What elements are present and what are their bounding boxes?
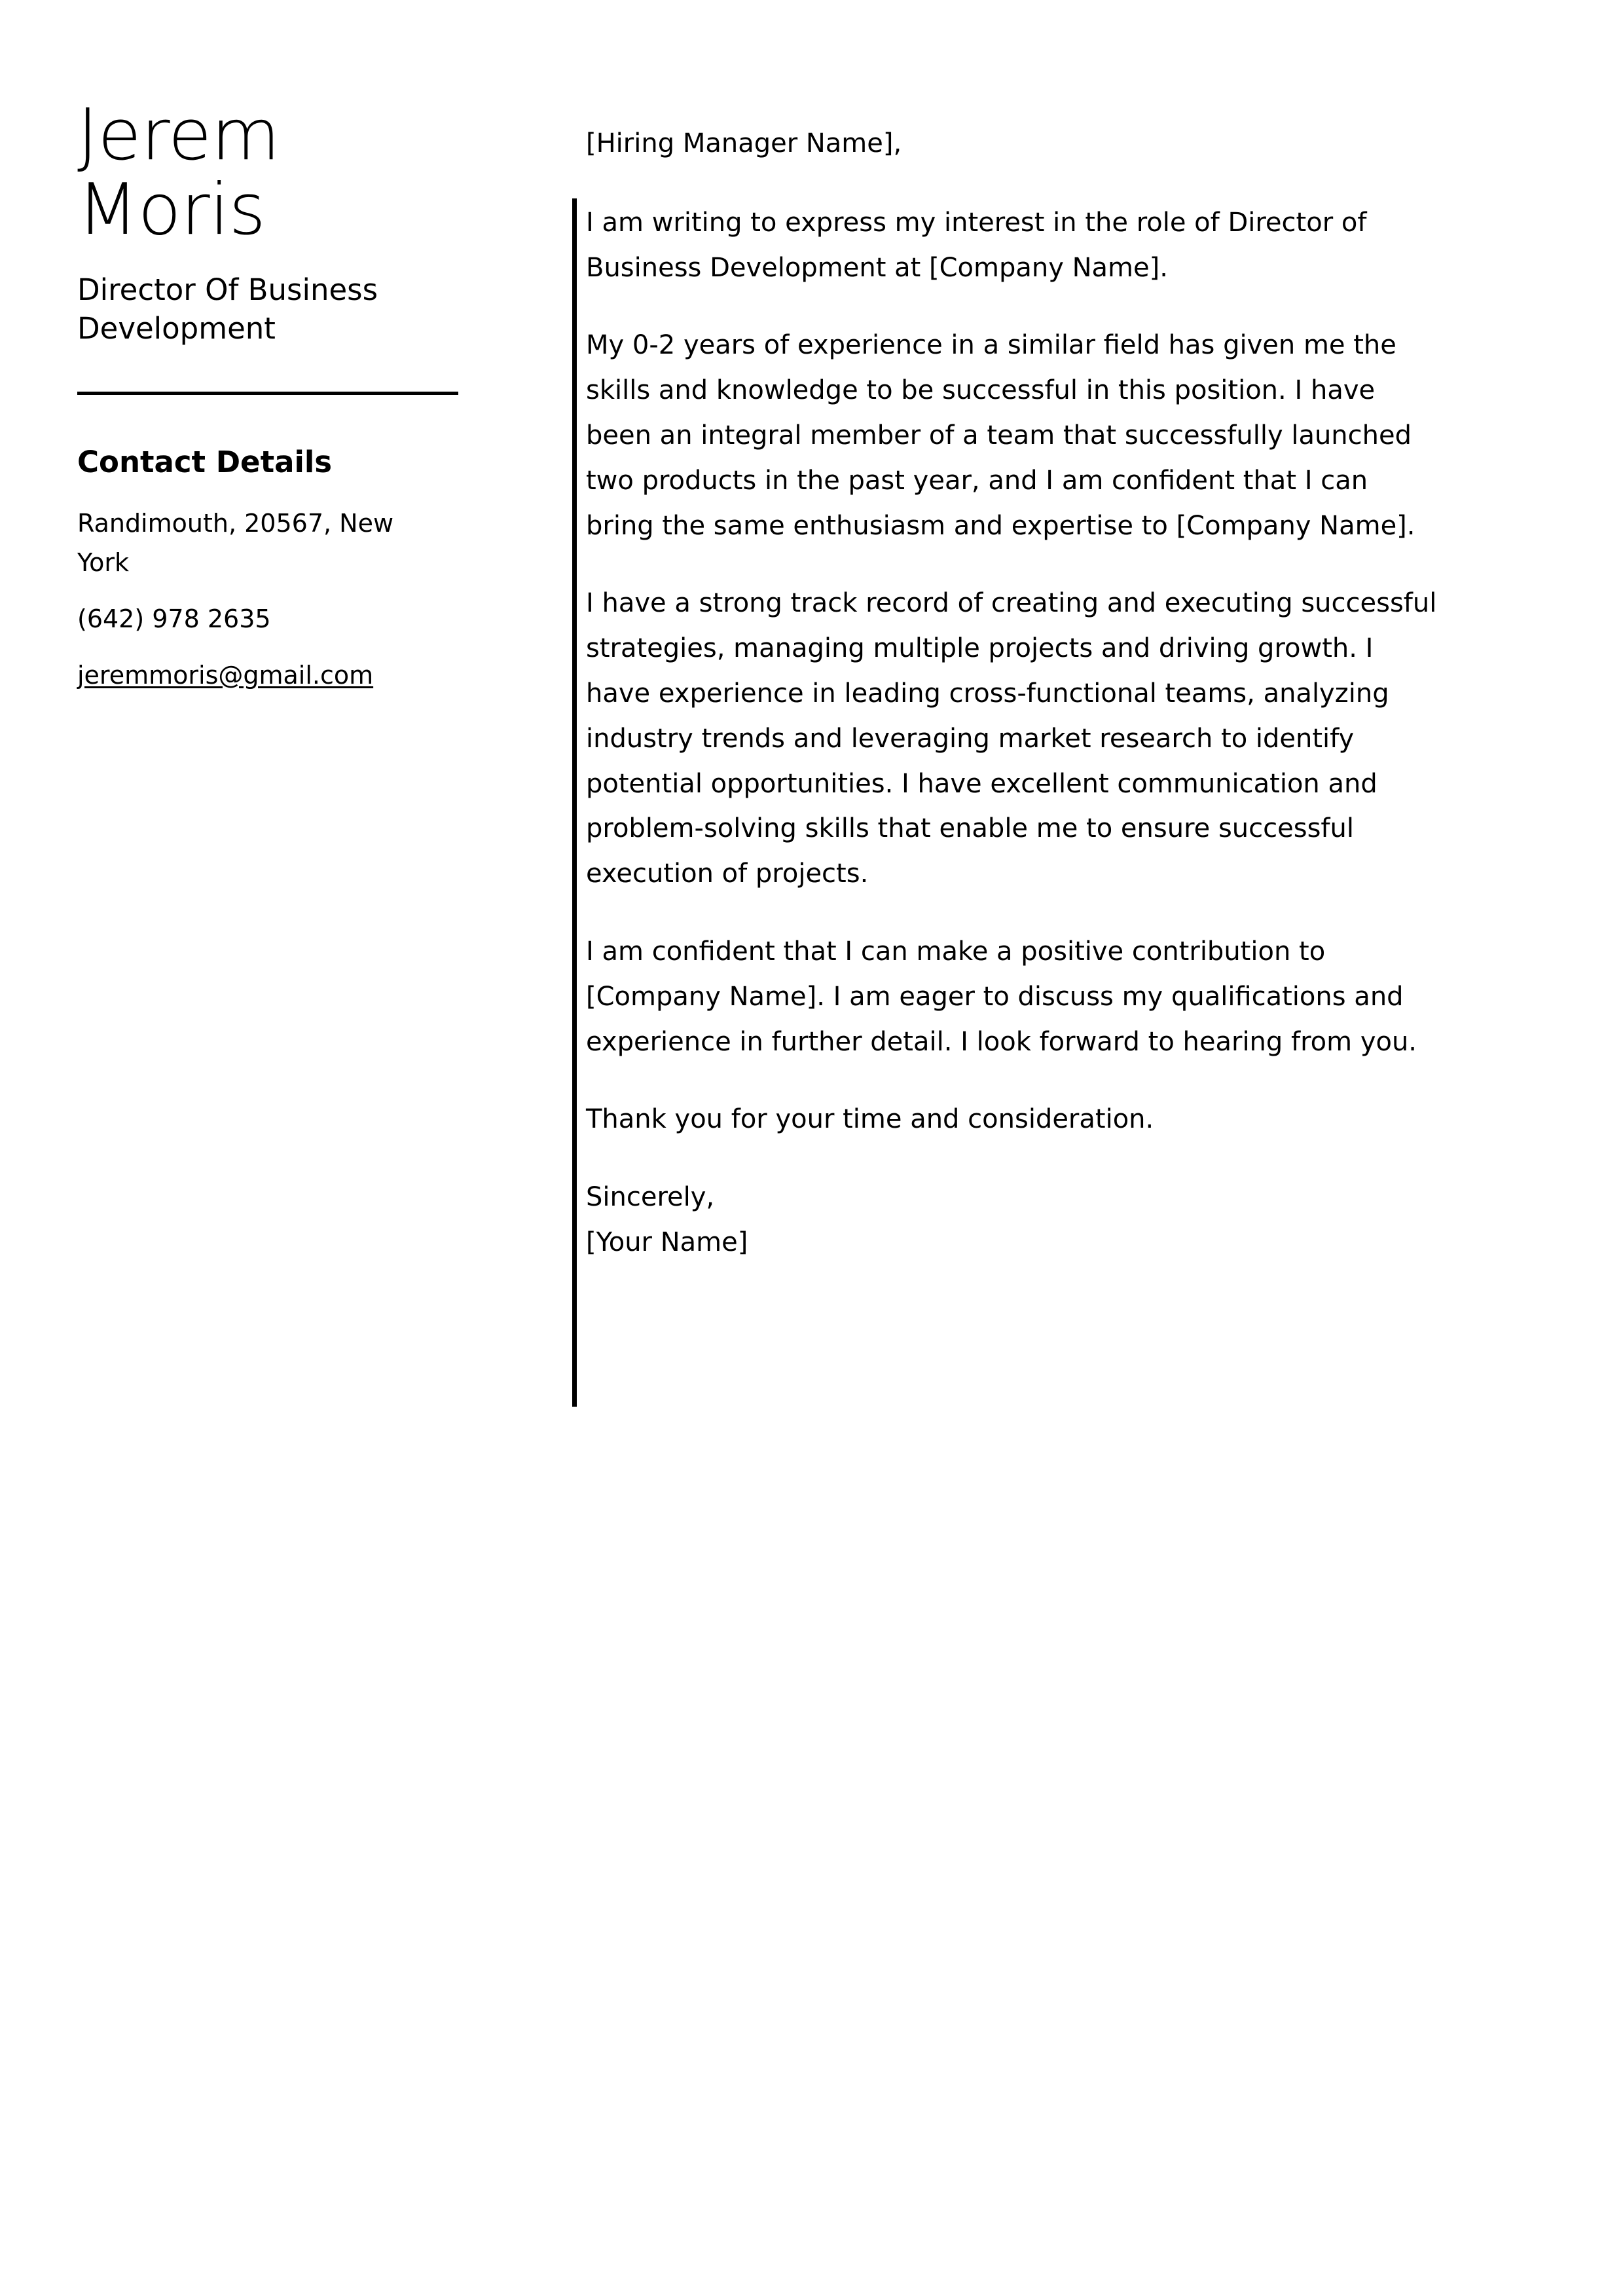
applicant-last-name: Moris bbox=[77, 169, 266, 251]
letter-paragraph: I am writing to express my interest in the role of Director of Business Development at [Company Name]. bbox=[586, 207, 1367, 283]
letter-signoff bbox=[586, 1175, 1544, 1265]
applicant-job-title: Director Of Business Development bbox=[77, 272, 378, 346]
letter-paragraph: I am confident that I can make a positive contribution to [Company Name]. I am eager to discuss my qualifications and experience in further detail. I look forward to hearing from you. bbox=[586, 936, 1417, 1057]
contact-details-heading: Contact Details bbox=[77, 444, 333, 479]
letter-closing: Sincerely, bbox=[586, 1182, 715, 1213]
contact-phone: (642) 978 2635 bbox=[77, 604, 271, 633]
applicant-first-name: Jerem bbox=[77, 94, 280, 176]
letter-signature: [Your Name] bbox=[586, 1227, 748, 1257]
letter-paragraph: I have a strong track record of creating and executing successful strategies, managing multiple projects and driving growth. I have experience in leading cross-functional teams, analyzing industry trends and leveraging market research to identify potential opportunities. I have excellent communication and problem-solving skills that enable me to ensure successful execution of projects. bbox=[586, 588, 1437, 889]
sidebar-divider-rule bbox=[77, 392, 458, 395]
letter-body bbox=[498, 0, 1623, 1265]
contact-email-link[interactable]: jeremmoris@gmail.com bbox=[77, 660, 374, 690]
letter-thank-you: Thank you for your time and consideration. bbox=[586, 1104, 1154, 1135]
contact-address: Randimouth, 20567, New York bbox=[77, 508, 394, 577]
letter-paragraph: My 0-2 years of experience in a similar field has given me the skills and knowledge to be successful in this position. I have been an integral member of a team that successfully launched two products in the past year, and I am confident that I can bring the same enthusiasm and expertise to [Company Name]. bbox=[586, 330, 1415, 541]
applicant-name bbox=[77, 94, 498, 251]
sidebar bbox=[0, 0, 498, 712]
letter-salutation: [Hiring Manager Name], bbox=[586, 128, 902, 158]
vertical-divider-line bbox=[572, 198, 577, 1407]
contact-details-list bbox=[77, 504, 498, 712]
